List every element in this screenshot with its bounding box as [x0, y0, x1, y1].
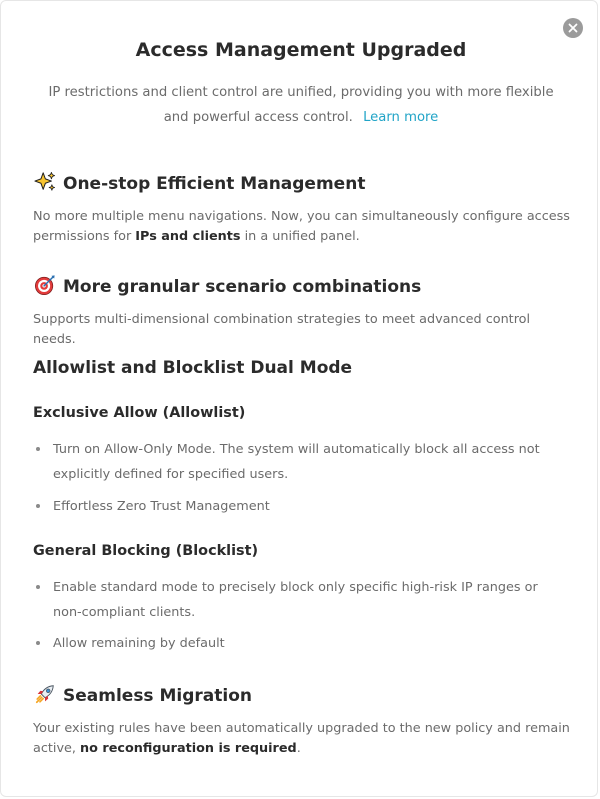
blocklist-heading: General Blocking (Blocklist)	[33, 543, 259, 559]
target-icon	[33, 274, 57, 296]
section-heading-text: Seamless Migration	[63, 686, 252, 706]
text-emphasis: no reconfiguration is required	[80, 741, 297, 756]
list-item: Turn on Allow-Only Mode. The system will automatically block all access not explicitly defined for specified users.	[33, 437, 563, 487]
rocket-icon	[33, 683, 57, 705]
close-icon	[563, 18, 583, 38]
section-heading-text: More granular scenario combinations	[63, 277, 422, 297]
section-heading-granular	[33, 274, 421, 298]
list-item: Enable standard mode to precisely block only specific high-risk IP ranges or non-compliant clients.	[33, 575, 563, 625]
list-item: Effortless Zero Trust Management	[33, 494, 563, 519]
subtitle-text: IP restrictions and client control are unified, providing you with more flexible and powerful access control.	[48, 85, 554, 125]
section-text-one-stop	[33, 207, 573, 247]
section-text-granular: Supports multi-dimensional combination strategies to meet advanced control needs.	[33, 312, 531, 347]
section-heading-migration	[33, 683, 252, 707]
dialog-subtitle	[41, 80, 561, 130]
text-segment: .	[296, 741, 301, 756]
text-segment: Your existing rules have been automatically upgraded to the new policy and remain active,	[33, 721, 570, 756]
section-heading-text: One-stop Efficient Management	[63, 174, 366, 194]
close-button[interactable]	[563, 18, 583, 38]
section-heading-one-stop	[33, 171, 365, 195]
dialog-title: Access Management Upgraded	[135, 39, 467, 61]
text-segment: in a unified panel.	[240, 229, 360, 244]
section-heading-dual-mode: Allowlist and Blocklist Dual Mode	[33, 358, 353, 378]
learn-more-link[interactable]: Learn more	[363, 110, 439, 125]
text-segment: No more multiple menu navigations. Now, you can simultaneously configure access permissions for	[33, 209, 570, 244]
allowlist-heading: Exclusive Allow (Allowlist)	[33, 405, 246, 421]
text-emphasis: IPs and clients	[135, 229, 241, 244]
section-text-migration	[33, 719, 573, 759]
sparkles-icon	[33, 171, 57, 193]
list-item: Allow remaining by default	[33, 631, 563, 656]
